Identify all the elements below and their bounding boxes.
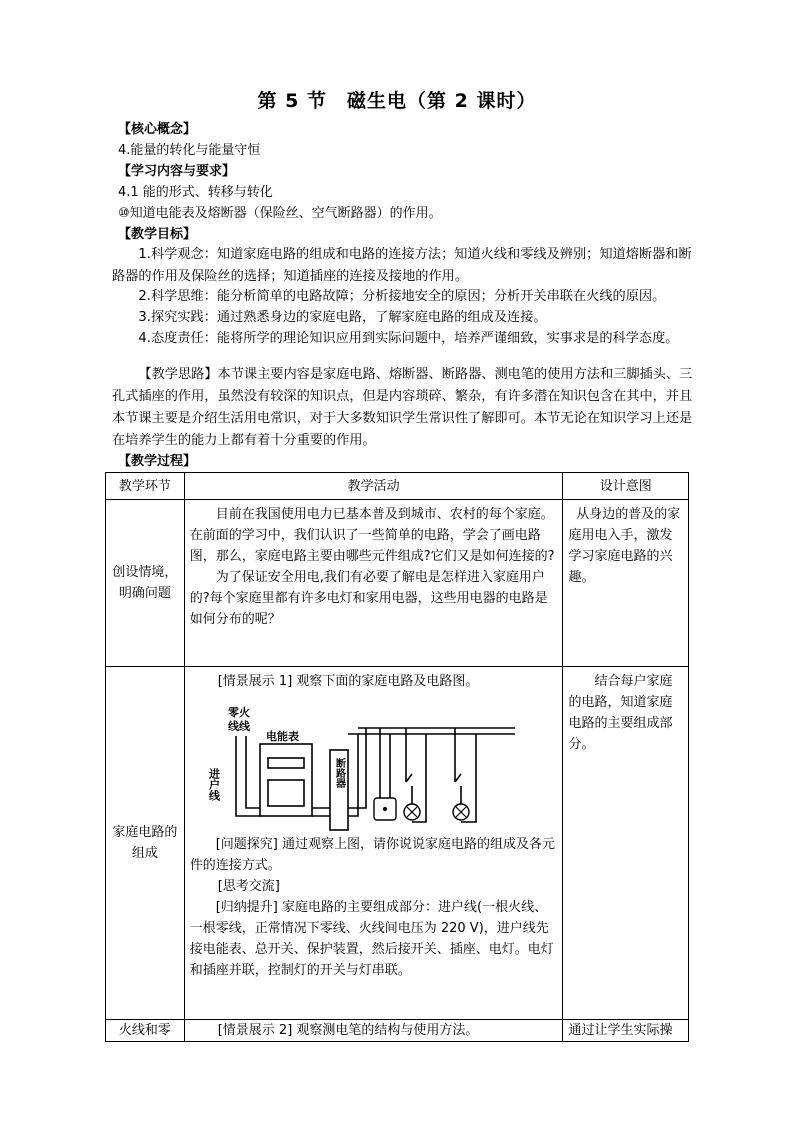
stage-cell (106, 667, 185, 1020)
intent-text: 通过让学生实际操 (568, 1023, 673, 1038)
core-concept-text: 4.能量的转化与能量守恒 (118, 143, 261, 158)
goal-item: 4.态度责任：能将所学的理论知识应用到实际问题中，培养严谨细致，实事求是的科学态度。 (138, 331, 679, 346)
table-row (106, 1020, 689, 1042)
activity-paragraph: 为了保证安全用电,我们有必要了解电是怎样进入家庭用户的?每个家庭里都有许多电灯和家用电器，这些用电器的电路是如何分布的呢？ (189, 570, 548, 627)
lesson-table (105, 472, 689, 1042)
problem-inquiry: [问题探究] 通过观察上图，请你说说家庭电路的组成及各元件的连接方式。 (189, 837, 555, 873)
header-intent: 设计意图 (563, 473, 689, 500)
diagram-label-breaker: 断路器 (333, 758, 345, 788)
process-heading: 【教学过程】 (118, 454, 197, 469)
table-row (106, 500, 689, 667)
activity-cell (184, 1020, 563, 1042)
stage-label: 创设情境，明确问题 (112, 565, 178, 601)
scene-display-2: [情景展示 2] 观察测电笔的结构与使用方法。 (217, 1023, 479, 1038)
diagram-label-meter: 电能表 (265, 730, 299, 743)
goal-item: 2.科学思维：能分析简单的电路故障；分析接地安全的原因；分析开关串联在火线的原因。 (138, 289, 666, 304)
diagram-label-zero-live: 零火 (227, 706, 250, 719)
content-item: 4.1 能的形式、转移与转化 (118, 185, 273, 200)
goal-item: 3.探究实践：通过熟悉身边的家庭电路，了解家庭电路的组成及连接。 (138, 310, 547, 325)
activity-cell (184, 500, 563, 667)
intent-cell (563, 500, 689, 667)
table-row (106, 667, 689, 1020)
stage-cell (106, 500, 185, 667)
stage-cell (106, 1020, 185, 1042)
stage-label: 火线和零 (118, 1023, 171, 1038)
scene-display-1: [情景展示 1] 观察下面的家庭电路及电路图。 (217, 674, 479, 689)
content-requirement: ⑩知道电能表及熔断器（保险丝、空气断路器）的作用。 (118, 206, 442, 221)
diagram-label-line: 线线 (227, 720, 250, 733)
header-activity: 教学活动 (184, 473, 563, 500)
stage-label: 家庭电路的组成 (112, 825, 178, 861)
intent-cell (563, 667, 689, 1020)
goal-item: 1.科学观念：知道家庭电路的组成和电路的连接方法；知道火线和零线及辨别；知道熔断器和断路器的作用及保险丝的选择；知道插座的连接及接地的作用。 (112, 247, 692, 284)
page-title: 第 5 节 磁生电（第 2 课时） (257, 90, 537, 112)
header-stage: 教学环节 (106, 473, 185, 500)
activity-paragraph: 目前在我国使用电力已基本普及到城市、农村的每个家庭。在前面的学习中，我们认识了一些简单的电路，学会了画电路图，那么，家庭电路主要由哪些元件组成?它们又是如何连接的? (189, 507, 555, 564)
intent-cell (563, 1020, 689, 1042)
summary: [归纳提升] 家庭电路的主要组成部分：进户线(一根火线、一根零线，正常情况下零线、火线间电压为 220 V)，进户线先接电能表、总开关、保护装置，然后接开关、插座、电灯。电灯和插座并联，控制灯的开关与灯串联。 (189, 900, 554, 978)
core-concept-heading: 【核心概念】 (118, 122, 197, 137)
content-heading: 【学习内容与要求】 (118, 164, 236, 179)
activity-cell (184, 667, 563, 1020)
goals-heading: 【教学目标】 (118, 227, 197, 242)
intent-text: 结合每户家庭的电路，知道家庭电路的主要组成部分。 (568, 674, 673, 752)
think-discuss: [思考交流] (217, 879, 280, 894)
intent-text: 从身边的普及的家庭用电入手，激发学习家庭电路的兴趣。 (568, 507, 681, 585)
teaching-thinking: 【教学思路】本节课主要内容是家庭电路、熔断器、断路器、测电笔的使用方法和三脚插头、三孔式插座的作用，虽然没有较深的知识点，但是内容琐碎、繁杂，有许多潜在知识包含在其中，并且本节课主要是介绍生活用电常识，对于大多数知识学生常识性了解即可。本节无论在知识学习上还是在培养学生的能力上都有着十分重要的作用。 (112, 367, 693, 448)
household-circuit-diagram (207, 700, 520, 828)
diagram-label-inlet: 进户线 (207, 768, 221, 801)
table-header-row (106, 473, 689, 500)
